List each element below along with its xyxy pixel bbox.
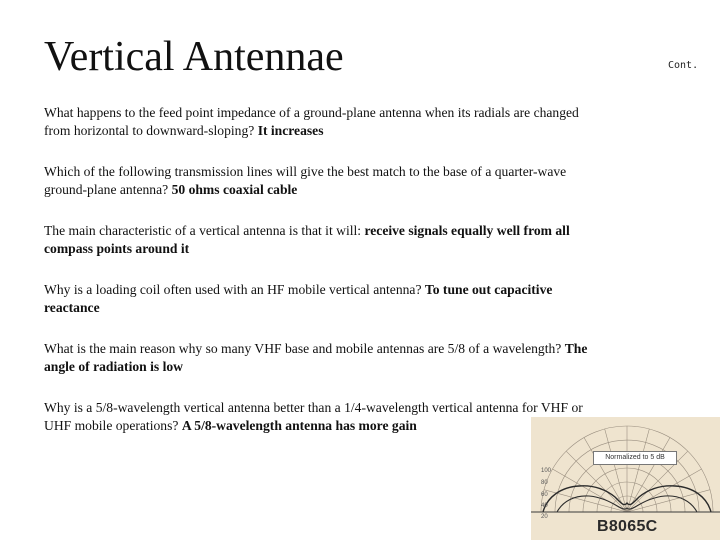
question-text: Why is a 5/8-wavelength vertical antenna better than a 1/4-wavelength vertical antenna for VHF or UHF mobile operations?: [44, 400, 583, 433]
question-text: Why is a loading coil often used with an HF mobile vertical antenna?: [44, 282, 425, 297]
qa-item-6: [44, 399, 594, 434]
qa-item-5: [44, 340, 594, 375]
answer-text: A 5/8-wavelength antenna has more gain: [181, 417, 417, 433]
answer-text: The angle of radiation is low: [44, 341, 588, 374]
axis-tick-label: 80: [541, 480, 548, 486]
question-text: What happens to the feed point impedance of a ground-plane antenna when its radials are changed from horizontal to downward-sloping?: [44, 105, 579, 138]
figure-code: B8065C: [597, 518, 658, 535]
qa-item-1: [44, 104, 594, 139]
slide-title: Vertical Antennae: [44, 34, 344, 80]
normalization-badge: Normalized to 5 dB: [593, 451, 677, 465]
axis-tick-label: 100: [541, 468, 552, 474]
question-text: The main characteristic of a vertical antenna is that it will:: [44, 223, 365, 238]
continued-label: Cont.: [668, 60, 699, 71]
question-text: What is the main reason why so many VHF base and mobile antennas are 5/8 of a wavelength?: [44, 341, 565, 356]
qa-item-2: [44, 163, 594, 198]
answer-text: It increases: [257, 122, 324, 138]
answer-text: receive signals equally well from all compass points around it: [44, 223, 570, 256]
answer-text: To tune out capacitive reactance: [44, 282, 553, 315]
qa-item-4: [44, 281, 594, 316]
axis-tick-label: 20: [541, 514, 548, 520]
answer-text: 50 ohms coaxial cable: [171, 181, 298, 197]
question-text: Which of the following transmission lines will give the best match to the base of a quarter-wave ground-plane antenna?: [44, 164, 567, 197]
qa-item-3: [44, 222, 594, 257]
axis-tick-label: 60: [541, 492, 548, 498]
axis-tick-label: 40: [541, 503, 548, 509]
radiation-pattern-figure: [531, 417, 720, 540]
